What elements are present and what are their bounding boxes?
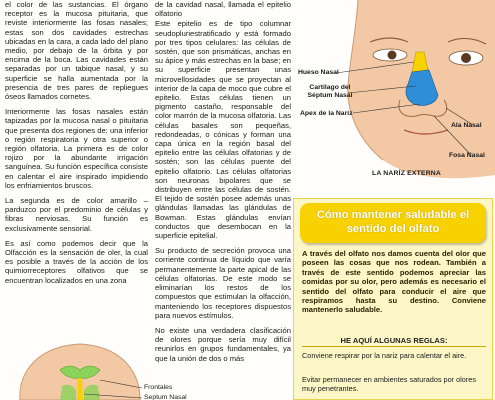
label-septum-nasal: Septum Nasal bbox=[144, 394, 187, 400]
paragraph-3: La segunda es de color amarillo – parduzco por el predominio de células y fibras nerviosas. Su función es exclusivamente sensorial. bbox=[5, 196, 148, 233]
label-ala-nasal: Ala Nasal bbox=[451, 122, 482, 129]
paragraph-7: Su producto de secreción provoca una corriente continua de líquido que varía permanentemente la parte apical de las células olfatorias. De este modo se eliminarían los restos de los compuestos que estimulan la olfacción, manteniendo los receptores dispuestos para nuevos estímulos. bbox=[155, 246, 291, 320]
nasal-septum bbox=[77, 378, 83, 400]
left-iris bbox=[388, 51, 397, 60]
sinus-figure bbox=[0, 340, 200, 400]
label-fosa-nasal: Fosa Nasal bbox=[449, 152, 485, 159]
label-hueso-nasal: Hueso Nasal bbox=[298, 69, 339, 76]
rules-divider bbox=[302, 346, 486, 347]
rule-item: Conviene respirar por la nariz para calentar el aire. bbox=[302, 351, 467, 360]
box-body-text: A través del olfato nos damos cuenta del olor que poseen las cosas que nos rodean. También a través de este sentido podemos apreciar las comidas por su olor, pero además es necesario el sentido del olfato para conducir el aire que respiramos hasta su destino. Conviene mantenerlo saludable. bbox=[302, 249, 486, 315]
label-cartilago: Cartílago del Séptum Nasal bbox=[307, 84, 353, 99]
label-apex: Apex de la Nariz bbox=[300, 110, 353, 117]
olfato-tips-box bbox=[293, 198, 493, 400]
paragraph-5: de la cavidad nasal, llamada el epitelio olfatorio bbox=[155, 0, 291, 19]
label-frontales: Frontales bbox=[144, 384, 173, 391]
external-nose-figure bbox=[298, 0, 495, 190]
box-header bbox=[300, 203, 486, 243]
paragraph-4: Es así como podemos decir que la Olfacción es la sensación de oler, la cual es posible a través de la acción de los quimiorreceptores olfativos que se encuentran localizados en una zona bbox=[5, 238, 148, 285]
sinus-illustration bbox=[0, 340, 200, 400]
rules-heading: HE AQUÍ ALGUNAS REGLAS: bbox=[340, 336, 448, 345]
paragraph-2: Interiormente las fosas nasales están tapizadas por la mucosa nasal o pituitaria que presenta dos regiones de: una inferior o región respiratoria y otra superior o región olfatoria. La primera es de color rojizo por la abundante irrigación sanguínea. Su función específica consiste en calentar el aire inspirado impidiendo los enfriamientos bruscos. bbox=[5, 107, 148, 190]
paragraph-6: Este epitelio es de tipo columnar seudopluriestratificado y está formado por tres tipos celulares: las células de sostén, que son prismáticas, anchas en su ápice y más estrechas en la base; en su superficie presentan unas microvellosidades que se proyectan al interior de la capa de moco que cubre el epitelio. Estas células tienen un pigmento castaño, responsable del color marrón de la mucosa olfatoria. Las células basales son pequeñas, redondeadas, o cónicas y forman una capa única en la región basal del epitelio entre las células olfatorias y de sostén; son las células puente del epitelio olfatorio. Las células olfatorias son neuronas bipolares que se distribuyen entre las células de sostén. El tejido de sostén posee además unas glándulas llamadas las glándulas de Bowman. Estas glándulas envían conductos que desembocan en la superficie epitelial. bbox=[155, 19, 291, 241]
text-column-middle bbox=[155, 0, 291, 369]
text-column-left bbox=[5, 0, 148, 291]
right-iris bbox=[461, 53, 471, 63]
box-title: Cómo mantener saludable el sentido del olfato bbox=[316, 209, 470, 235]
rule-item: Evitar permanecer en ambientes saturados por olores muy penetrantes. bbox=[302, 375, 476, 393]
paragraph-1: el color de las sustancias. El órgano receptor es la mucosa pituitaria, que reviste interiormente las fosas nasales; estas son dos cavidades estrechas ubicadas en la cara, a cada lado del plano medio, por debajo de la órbita y por encima de la boca. Las cavidades están separadas por un tabique nasal, y su superficie se halla aumentada por la presencia de tres pares de repliegues óseos llamados cornetes. bbox=[5, 0, 148, 102]
paragraph-8: No existe una verdadera clasificación de olores porque sería muy difícil reunirlos en grupos fundamentales, ya que la unión de dos o más bbox=[155, 325, 291, 363]
figure-caption: LA NARÍZ EXTERNA bbox=[372, 170, 442, 177]
